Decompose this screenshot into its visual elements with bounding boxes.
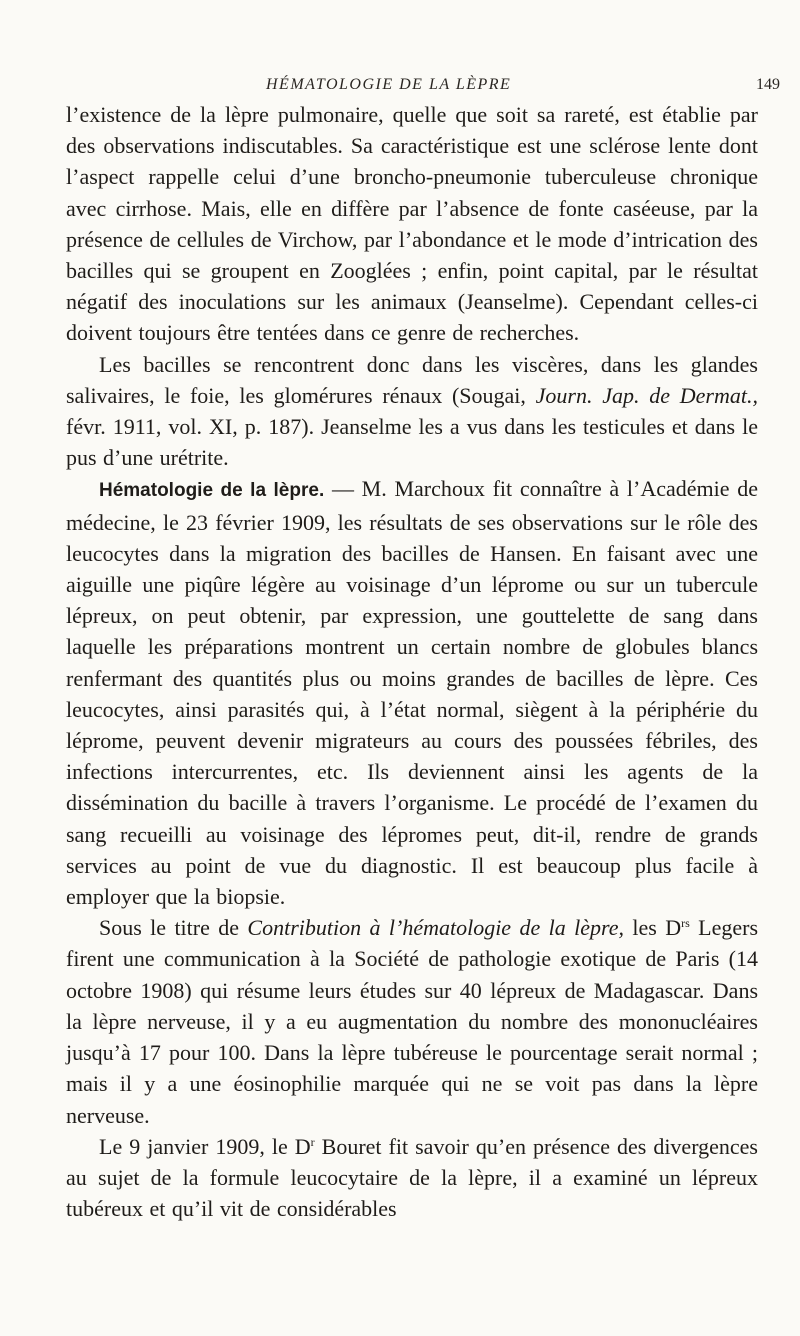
paragraph-text: Legers firent une communication à la Société de pathologie exotique de Paris (14 octobre 1908) qui résume leurs études sur 40 lépreux de Madagascar. Dans la lèpre nerveuse, il y a eu augmentation du nombre des mononucléaires jusqu’à 17 pour 100. Dans la lèpre tubéreuse le pourcentage serait normal ; mais il y a une éosinophilie marquée qui ne se voit pas dans la lèpre nerveuse. xyxy=(66,915,759,1128)
page-number: 149 xyxy=(756,76,780,93)
paragraph-pulmonary-leprosy xyxy=(66,99,758,349)
paragraph-hematology xyxy=(66,473,758,912)
paragraph-text: Sous le titre de xyxy=(99,915,248,941)
running-head-title: HÉMATOLOGIE DE LA LÈPRE xyxy=(266,76,512,93)
superscript: rs xyxy=(681,916,690,931)
paragraph-text: Bouret fit savoir qu’en présence des divergences au sujet de la formule leucocytaire de la lèpre, il a examiné un lépreux tubéreux et qu’il vit de considérables xyxy=(66,1133,758,1222)
paragraph-text: — M. Marchoux fit connaître à l’Académie de médecine, le 23 février 1909, les résultats de ses observations sur le rôle des leucocytes dans la migration des bacilles de Hansen. En faisant avec une aiguille une piqûre légère au voisinage d’un léprome ou sur un tubercule lépreux, on peut obtenir, par expression, une gouttelette de sang dans laquelle les préparations montrent un certain nombre de globules blancs renfermant des quantités plus ou moins grandes de bacilles de lèpre. Ces leucocytes, ainsi parasités qui, à l’état normal, siègent à la périphérie du léprome, peuvent devenir migrateurs au cours des poussées fébriles, des infections intercurrentes, etc. Ils deviennent ainsi les agents de la dissémination du bacille à travers l’organisme. Le procédé de l’examen du sang recueilli au voisinage des lépromes peut, dit-il, rendre de grands services au point de vue du diagnostic. Il est beaucoup plus facile à employer que la biopsie. xyxy=(66,476,758,910)
paragraph-text: févr. 1911, vol. XI, p. 187). Jeanselme les a vus dans les testicules et dans le pus d’une urétrite. xyxy=(66,414,758,471)
paragraph-text: Le 9 janvier 1909, le D xyxy=(99,1133,311,1159)
work-title: Contribution à l’hématologie de la lèpre, xyxy=(247,915,624,941)
paragraph-legers-communication xyxy=(66,912,758,1130)
body-text xyxy=(66,99,758,1224)
paragraph-text: Les bacilles se rencontrent donc dans les viscères, dans les glandes salivaires, le foie, les glomérures rénaux (Sougai, xyxy=(66,351,758,408)
journal-citation: Journ. Jap. de Dermat., xyxy=(535,382,758,408)
section-heading: Hématologie de la lèpre. xyxy=(99,480,325,502)
paragraph-bouret xyxy=(66,1131,758,1225)
paragraph-text: les D xyxy=(624,915,682,941)
paragraph-bacilli-locations xyxy=(66,349,758,474)
paragraph-text: l’existence de la lèpre pulmonaire, quelle que soit sa rareté, est établie par des observations indiscutables. Sa caractéristique est une sclérose lente dont l’aspect rappelle celui d’une broncho-pneumonie tuberculeuse chronique avec cirrhose. Mais, elle en diffère par l’absence de fonte caséeuse, par la présence de cellules de Virchow, par l’abondance et le mode d’intrication des bacilles qui se groupent en Zooglées ; enfin, point capital, par le résultat négatif des inoculations sur les animaux (Jeanselme). Cependant celles-ci doivent toujours être tentées dans ce genre de recherches. xyxy=(66,102,758,346)
superscript: r xyxy=(310,1134,315,1149)
